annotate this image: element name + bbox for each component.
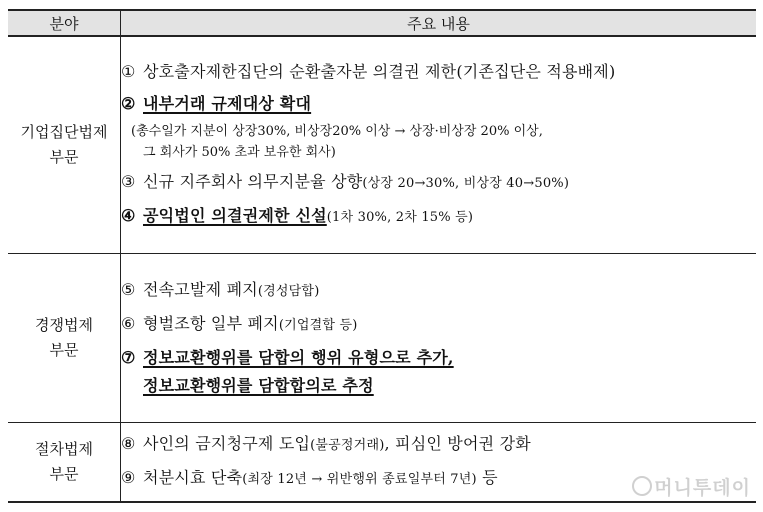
item-note: (불공정거래) (310, 438, 385, 453)
item-2 (121, 93, 756, 115)
item-5 (121, 279, 756, 303)
watermark-circle-icon (632, 476, 652, 496)
header-row (8, 10, 756, 36)
category-line1: 절차법제 (35, 440, 93, 458)
header-content: 주요 내용 (121, 10, 757, 36)
header-category: 분야 (8, 10, 121, 36)
item-2-note-line2: 그 회사가 50% 초과 보유한 회사) (143, 145, 336, 160)
section-competition (8, 254, 756, 423)
content-cell (121, 36, 757, 254)
item-note: (상장 20→30%, 비상장 40→50%) (362, 176, 570, 191)
item-text: 내부거래 규제대상 확대 (143, 94, 312, 113)
item-text: 전속고발제 폐지 (143, 280, 258, 299)
content-cell (121, 254, 757, 423)
item-number: ⑧ (121, 434, 136, 453)
item-text-line2: 정보교환행위를 담합합의로 추정 (143, 376, 374, 395)
category-cell (8, 423, 121, 503)
item-4 (121, 205, 756, 229)
item-note: (1차 30%, 2차 15% 등) (326, 210, 474, 225)
category-line1: 경쟁법제 (35, 316, 93, 334)
item-note: (최장 12년 → 위반행위 종료일부터 7년) (242, 472, 477, 487)
item-note: (기업결합 등) (278, 318, 358, 333)
item-note: (경성담합) (257, 284, 320, 299)
item-6 (121, 313, 756, 337)
item-1 (121, 61, 756, 83)
item-2-note-line1: (총수일가 지분이 상장30%, 비상장20% 이상 → 상장·비상장 20% 이상, (131, 124, 543, 139)
item-text: 처분시효 단축 (143, 468, 243, 487)
item-number: ④ (121, 206, 136, 225)
item-3 (121, 171, 756, 195)
item-text: 형벌조항 일부 폐지 (143, 314, 279, 333)
item-number: ⑥ (121, 314, 136, 333)
item-number: ① (121, 62, 136, 81)
item-text: 사인의 금지청구제 도입 (143, 434, 311, 453)
item-number: ⑦ (121, 348, 136, 367)
section-corporate-group (8, 36, 756, 254)
item-7 (121, 347, 756, 369)
item-text: 공익법인 의결권제한 신설 (143, 206, 327, 225)
watermark-text: 머니투데이 (654, 477, 751, 499)
category-line1: 기업집단법제 (20, 123, 108, 141)
category-line2: 부문 (49, 341, 79, 359)
item-text-tail: 등 (476, 468, 498, 487)
item-number: ② (121, 94, 136, 113)
item-number: ⑨ (121, 468, 136, 487)
watermark-logo (632, 473, 751, 500)
reform-table (8, 9, 756, 503)
category-cell (8, 254, 121, 423)
item-text: 신규 지주회사 의무지분율 상향 (143, 172, 363, 191)
item-text-line1: 정보교환행위를 담합의 행위 유형으로 추가, (143, 348, 454, 367)
item-number: ③ (121, 172, 136, 191)
category-line2: 부문 (49, 465, 79, 483)
item-number: ⑤ (121, 280, 136, 299)
item-text-tail: , 피심인 방어권 강화 (384, 434, 531, 453)
category-cell (8, 36, 121, 254)
item-8 (121, 433, 756, 457)
item-7-continued (121, 375, 756, 397)
item-text: 상호출자제한집단의 순환출자분 의결권 제한(기존집단은 적용배제) (143, 62, 616, 81)
category-line2: 부문 (49, 148, 79, 166)
